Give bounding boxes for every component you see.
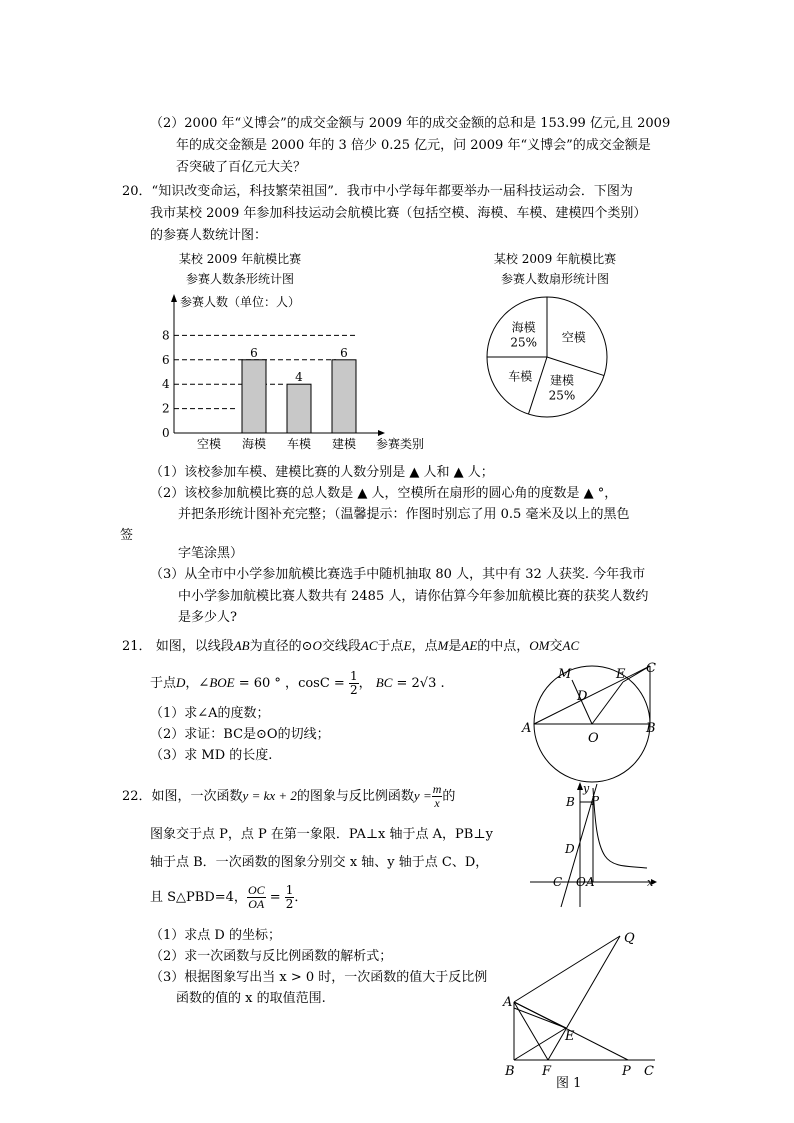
label-b: B: [505, 1064, 515, 1079]
label-c: C: [553, 875, 563, 889]
q19-line2: 年的成交金额是 2000 年的 3 倍少 0.25 亿元，问 2009 年“义博会”的成交金额是: [176, 138, 651, 153]
label-b: B: [566, 795, 575, 809]
q21-text: 交: [549, 639, 563, 654]
q22-s3b: 函数的值的 x 的取值范围.: [176, 991, 326, 1006]
hyperbola-curve: [593, 788, 647, 868]
figure-1: [500, 928, 670, 1088]
pie-chart-title-1: 某校 2009 年航模比赛: [493, 252, 617, 266]
bar-data-label: 6: [340, 345, 348, 360]
q21-text: 如图，以线段: [155, 639, 234, 654]
bar-data-label: 6: [250, 345, 258, 360]
q22-fraction: [432, 783, 443, 810]
label-c: C: [646, 661, 656, 676]
q21-line1: [122, 637, 579, 656]
q21-arc-ae: AE: [461, 638, 478, 653]
label-a: A: [503, 995, 513, 1010]
bar: [287, 384, 311, 433]
q21-ab: AB: [233, 638, 250, 653]
q22-half-num: 1: [285, 883, 294, 897]
q21-e: E: [403, 638, 412, 653]
y-tick-label: 6: [162, 352, 170, 367]
label-a: A: [522, 721, 532, 736]
q21-text: = 60 ° ，: [234, 676, 299, 691]
q21-s2: （2）求证：BC是⊙O的切线；: [150, 727, 330, 742]
q20-sub1: （1）该校参加车模、建模比赛的人数分别是 ▲ 人和 ▲ 人；: [150, 465, 494, 480]
y-tick-label: 4: [162, 377, 170, 392]
q21-om: OM: [529, 638, 550, 653]
q21-text: ，∠: [185, 676, 210, 691]
label-p: P: [622, 1064, 631, 1079]
q21-d: D: [176, 675, 186, 690]
y-tick-label: 0: [162, 426, 170, 440]
q22-line2: 图象交于点 P，点 P 在第一象限．PA⊥x 轴于点 A，PB⊥y: [150, 827, 493, 842]
segment-oe: [592, 682, 623, 724]
q20-line2: 我市某校 2009 年参加科技运动会航模比赛（包括空模、海模、车模、建模四个类别）: [150, 206, 647, 221]
pie-slice-label: 空模: [561, 330, 586, 345]
q21-frac-den: 2: [349, 683, 358, 697]
q21-frac-num: 1: [349, 669, 358, 683]
label-y: y: [583, 782, 590, 795]
q21-ac: AC: [360, 638, 378, 653]
bar-data-label: 4: [295, 370, 303, 385]
q21-text: = 2√3 .: [392, 676, 445, 691]
q21-eq: =: [329, 676, 349, 691]
label-c: C: [644, 1064, 654, 1079]
y-tick-label: 2: [162, 401, 170, 416]
q21-text: ，: [358, 676, 376, 691]
label-x: x: [647, 876, 654, 889]
q22-text: 22．如图，一次函数: [122, 789, 243, 804]
q21-s1: （1）求∠A的度数；: [150, 706, 270, 721]
bar: [242, 360, 266, 433]
q22-f1: y = kx + 2: [242, 788, 297, 803]
bar-chart-title-2: 参赛人数条形统计图: [185, 272, 294, 286]
segment-ea: [514, 1008, 566, 1028]
q22-line3: 轴于点 B．一次函数的图象分别交 x 轴、y 轴于点 C、D，: [150, 855, 489, 870]
pie-slice-percent: 25%: [510, 335, 538, 350]
q22-s1: （1）求点 D 的坐标；: [150, 928, 281, 943]
y-tick-label: 8: [162, 328, 170, 343]
x-tick-label: 建模: [331, 437, 357, 451]
q21-text: 于点: [377, 639, 404, 654]
q21-bc: BC: [375, 675, 393, 690]
q22-s2: （2）求一次函数与反比例函数的解析式；: [150, 949, 393, 964]
q22-text: ．: [294, 890, 308, 905]
q21-fraction: [349, 670, 359, 697]
pie-slice-label: 海模: [511, 320, 536, 335]
q20-sub3c: 是多少人?: [178, 610, 237, 625]
q21-o: O: [312, 638, 322, 653]
q20-sub2b: 并把条形统计图补充完整；（温馨提示：作图时别忘了用 0.5 毫米及以上的黑色: [178, 507, 630, 522]
q22-frac-num: m: [432, 782, 442, 796]
label-d: D: [565, 842, 575, 856]
q22-text: 的: [442, 789, 456, 804]
q21-m: M: [437, 638, 449, 653]
pie-chart-title-2: 参赛人数扇形统计图: [500, 272, 609, 286]
q20-sub2a: （2）该校参加航模比赛的总人数是 ▲ 人，空模所在扇形的圆心角的度数是 ▲ °，: [150, 486, 618, 501]
y-axis-arrow: [171, 294, 177, 302]
q22-half-den: 2: [285, 897, 294, 911]
q22-ratio: [247, 884, 266, 911]
q21-text: 交线段: [321, 639, 361, 654]
q20-sub2c: 签: [120, 528, 134, 543]
pie-slice-label: 建模: [549, 373, 574, 388]
q22-graph: [525, 782, 665, 912]
label-a: A: [586, 875, 595, 889]
x-tick-label: 空模: [196, 437, 222, 451]
q22-line1: [122, 783, 455, 810]
q22-half: [285, 884, 295, 911]
label-d: D: [577, 689, 588, 704]
q22-s3a: （3）根据图象写出当 x > 0 时，一次函数的值大于反比例: [150, 970, 488, 985]
q21-circle-figure: [520, 660, 670, 780]
x-axis-label: 参赛类别: [376, 437, 425, 451]
segment-qf: [548, 936, 620, 1060]
q21-ac2: AC: [562, 638, 580, 653]
q21-num: 21．: [122, 639, 152, 654]
q19-line3: 否突破了百亿元大关？: [176, 160, 307, 175]
q21-text: 的中点，: [477, 639, 530, 654]
label-e: E: [616, 667, 626, 682]
q21-text: 为直径的⊙: [249, 639, 313, 654]
segment-ac: [534, 666, 650, 724]
segment-be: [514, 1028, 566, 1060]
bar-chart: [150, 290, 450, 460]
bar-chart-title-1: 某校 2009 年航模比赛: [178, 252, 302, 266]
q21-text: 是: [448, 639, 462, 654]
q22-f2: y =: [413, 788, 432, 803]
x-tick-label: 车模: [286, 437, 312, 451]
q20-line1: 20．“知识改变命运，科技繁荣祖国”．我市中小学每年都要举办一届科技运动会．下图为: [122, 184, 633, 199]
q20-line3: 的参赛人数统计图：: [150, 228, 268, 243]
q20-sub2d: 字笔涂黑）: [178, 546, 244, 561]
q22-text: 且 S△PBD=4，: [150, 890, 247, 905]
label-o: O: [576, 875, 586, 889]
figure-1-caption: 图 1: [556, 1076, 582, 1091]
q22-text: =: [265, 890, 285, 905]
segment-aq: [514, 936, 620, 1002]
q21-line2: [150, 670, 445, 697]
q22-frac-den: x: [434, 796, 440, 810]
label-f: F: [542, 1064, 552, 1079]
x-axis-arrow: [378, 430, 385, 436]
label-m: M: [558, 667, 572, 682]
pie-slice-label: 车模: [508, 369, 533, 384]
pie-chart: [485, 293, 625, 423]
q21-text: ，点: [411, 639, 438, 654]
q21-boe: BOE: [209, 675, 235, 690]
q21-text: 于点: [150, 676, 177, 691]
pie-slice-percent: 25%: [548, 388, 576, 403]
q22-ratio-den: OA: [248, 897, 265, 911]
q20-sub3b: 中小学参加航模比赛人数共有 2485 人，请你估算今年参加航模比赛的获奖人数约: [178, 589, 649, 604]
y-axis-label: 参赛人数（单位：人）: [180, 295, 301, 309]
q22-ratio-num: OC: [247, 883, 265, 897]
label-p: P: [591, 794, 600, 808]
q21-s3: （3）求 MD 的长度.: [150, 748, 273, 763]
label-b: B: [646, 721, 656, 736]
bar: [332, 360, 356, 433]
q22-text: 的图象与反比例函数: [296, 789, 414, 804]
pie-slice-boundary: [528, 357, 547, 414]
label-e: E: [565, 1029, 575, 1044]
q22-line4: [150, 884, 307, 911]
q19-line1: （2）2000 年“义博会”的成交金额与 2009 年的成交金额的总和是 153.99 亿元,且 2009: [150, 116, 671, 131]
q21-cosc: cosC: [298, 676, 330, 691]
label-o: O: [588, 731, 599, 746]
label-q: Q: [624, 931, 635, 946]
x-tick-label: 海模: [241, 437, 267, 451]
q20-sub3a: （3）从全市中小学参加航模比赛选手中随机抽取 80 人，其中有 32 人获奖. 今年我市: [150, 567, 646, 582]
